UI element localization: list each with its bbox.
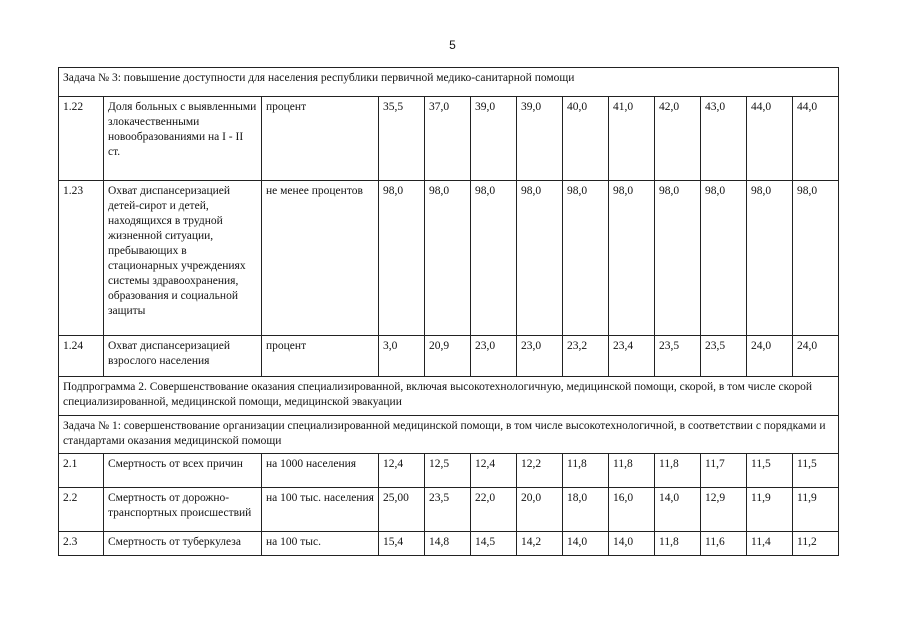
value-cell: 98,0 — [701, 181, 747, 336]
value-cell: 11,9 — [747, 488, 793, 532]
value-cell: 11,5 — [793, 454, 839, 488]
value-cell: 12,9 — [701, 488, 747, 532]
value-cell: 98,0 — [609, 181, 655, 336]
value-cell: 18,0 — [563, 488, 609, 532]
table-row — [59, 97, 839, 181]
value-cell: 37,0 — [425, 97, 471, 181]
value-cell: 14,5 — [471, 532, 517, 556]
value-cell: 35,5 — [379, 97, 425, 181]
unit-of-measure: на 1000 населения — [262, 454, 379, 488]
unit-of-measure: не менее процентов — [262, 181, 379, 336]
value-cell: 98,0 — [471, 181, 517, 336]
indicator-name: Охват диспансеризацией детей-сирот и детей, находящихся в трудной жизненной ситуации, пребывающих в стационарных учреждениях системы здравоохранения, образования и социальной защиты — [104, 181, 262, 336]
indicator-name: Смертность от всех причин — [104, 454, 262, 488]
indicator-name: Смертность от туберкулеза — [104, 532, 262, 556]
value-cell: 14,0 — [609, 532, 655, 556]
section-header-cell: Подпрограмма 2. Совершенствование оказания специализированной, включая высокотехнологичную, медицинской помощи, скорой, в том числе скорой специализированной, медицинской помощи, медицинской эвакуации — [59, 377, 839, 416]
page-number: 5 — [449, 38, 456, 52]
value-cell: 23,5 — [701, 336, 747, 377]
row-number: 1.24 — [59, 336, 104, 377]
value-cell: 24,0 — [793, 336, 839, 377]
value-cell: 24,0 — [747, 336, 793, 377]
value-cell: 20,9 — [425, 336, 471, 377]
value-cell: 11,7 — [701, 454, 747, 488]
row-number: 2.2 — [59, 488, 104, 532]
table-row — [59, 181, 839, 336]
value-cell: 40,0 — [563, 97, 609, 181]
value-cell: 39,0 — [471, 97, 517, 181]
unit-of-measure: на 100 тыс. — [262, 532, 379, 556]
value-cell: 12,4 — [471, 454, 517, 488]
value-cell: 98,0 — [655, 181, 701, 336]
value-cell: 98,0 — [563, 181, 609, 336]
indicator-name: Смертность от дорожно-транспортных происшествий — [104, 488, 262, 532]
row-number: 1.22 — [59, 97, 104, 181]
unit-of-measure: процент — [262, 97, 379, 181]
value-cell: 23,5 — [655, 336, 701, 377]
value-cell: 11,4 — [747, 532, 793, 556]
value-cell: 11,8 — [563, 454, 609, 488]
value-cell: 25,00 — [379, 488, 425, 532]
value-cell: 23,0 — [471, 336, 517, 377]
value-cell: 11,2 — [793, 532, 839, 556]
row-number: 2.3 — [59, 532, 104, 556]
value-cell: 11,8 — [609, 454, 655, 488]
value-cell: 11,8 — [655, 454, 701, 488]
value-cell: 44,0 — [793, 97, 839, 181]
value-cell: 14,0 — [563, 532, 609, 556]
table-row — [59, 532, 839, 556]
value-cell: 23,5 — [425, 488, 471, 532]
table-row — [59, 454, 839, 488]
unit-of-measure: процент — [262, 336, 379, 377]
value-cell: 98,0 — [517, 181, 563, 336]
value-cell: 23,0 — [517, 336, 563, 377]
value-cell: 14,2 — [517, 532, 563, 556]
section-header-cell: Задача № 3: повышение доступности для населения республики первичной медико-санитарной помощи — [59, 68, 839, 97]
value-cell: 12,2 — [517, 454, 563, 488]
indicator-name: Доля больных с выявленными злокачественными новообразованиями на I - II ст. — [104, 97, 262, 181]
value-cell: 44,0 — [747, 97, 793, 181]
value-cell: 98,0 — [379, 181, 425, 336]
value-cell: 22,0 — [471, 488, 517, 532]
value-cell: 41,0 — [609, 97, 655, 181]
value-cell: 98,0 — [425, 181, 471, 336]
value-cell: 11,8 — [655, 532, 701, 556]
value-cell: 98,0 — [793, 181, 839, 336]
value-cell: 11,6 — [701, 532, 747, 556]
value-cell: 12,5 — [425, 454, 471, 488]
value-cell: 11,9 — [793, 488, 839, 532]
table-row — [59, 336, 839, 377]
indicator-name: Охват диспансеризацией взрослого населения — [104, 336, 262, 377]
value-cell: 98,0 — [747, 181, 793, 336]
value-cell: 23,4 — [609, 336, 655, 377]
value-cell: 14,0 — [655, 488, 701, 532]
row-number: 2.1 — [59, 454, 104, 488]
value-cell: 23,2 — [563, 336, 609, 377]
section-header-row — [59, 377, 839, 416]
value-cell: 11,5 — [747, 454, 793, 488]
value-cell: 39,0 — [517, 97, 563, 181]
value-cell: 15,4 — [379, 532, 425, 556]
value-cell: 16,0 — [609, 488, 655, 532]
indicators-table — [58, 67, 839, 556]
section-header-cell: Задача № 1: совершенствование организации специализированной медицинской помощи, в том числе высокотехнологичной, в соответствии с порядками и стандартами оказания медицинской помощи — [59, 416, 839, 454]
value-cell: 3,0 — [379, 336, 425, 377]
value-cell: 12,4 — [379, 454, 425, 488]
value-cell: 43,0 — [701, 97, 747, 181]
section-header-row — [59, 416, 839, 454]
row-number: 1.23 — [59, 181, 104, 336]
value-cell: 20,0 — [517, 488, 563, 532]
section-header-row — [59, 68, 839, 97]
value-cell: 42,0 — [655, 97, 701, 181]
value-cell: 14,8 — [425, 532, 471, 556]
unit-of-measure: на 100 тыс. населения — [262, 488, 379, 532]
table-row — [59, 488, 839, 532]
